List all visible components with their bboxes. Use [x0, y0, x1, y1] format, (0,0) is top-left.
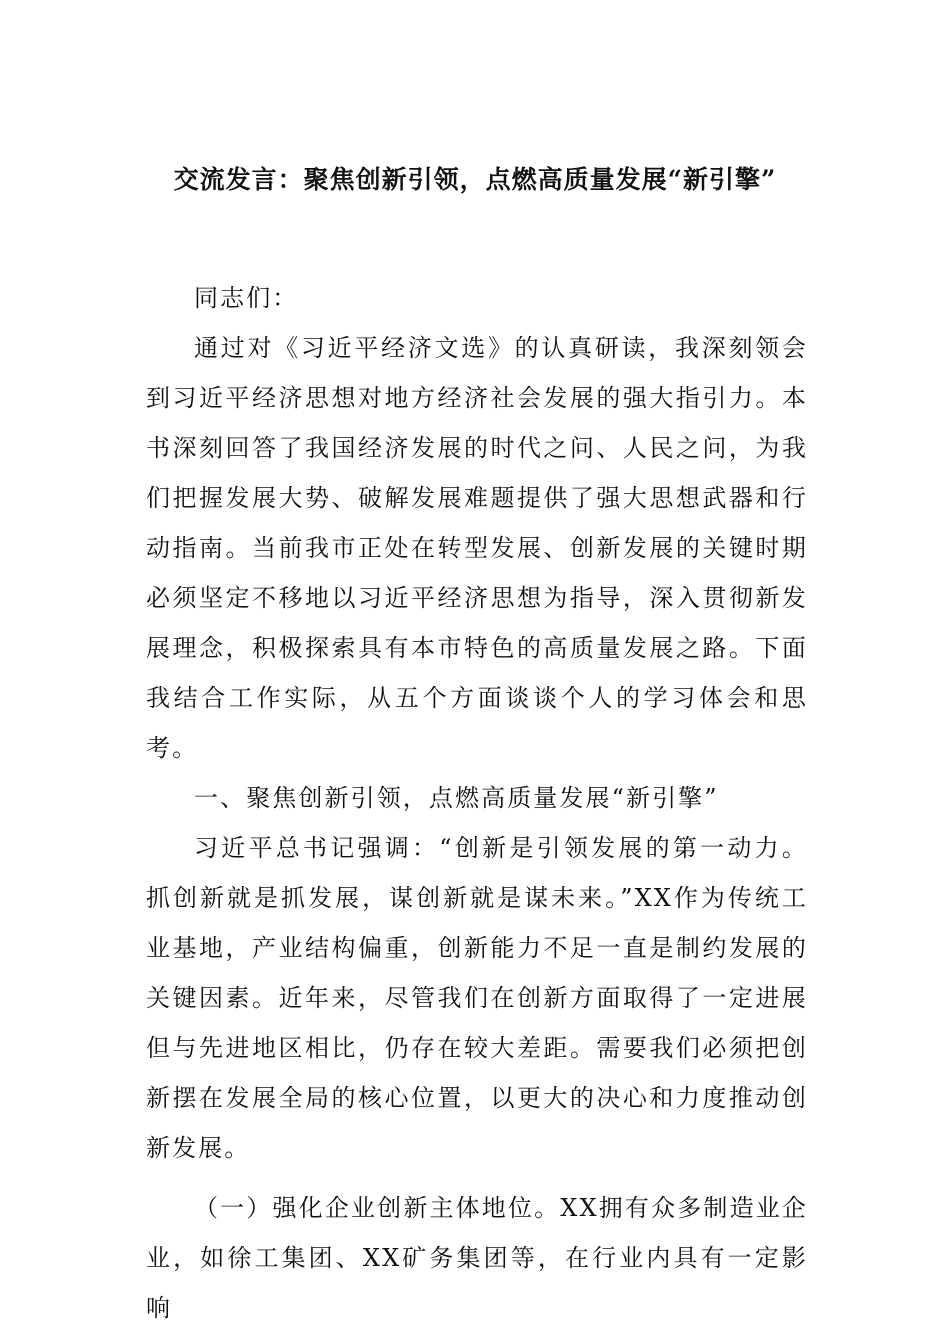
document-title: 交流发言：聚焦创新引领，点燃高质量发展“新引擎”	[173, 165, 777, 194]
salutation-paragraph: 同志们：	[194, 284, 299, 312]
subsection-1-paragraph: （一）强化企业创新主体地位。XX拥有众多制造业企业，如徐工集团、XX矿务集团等，在行业内具有一定影响	[146, 1194, 808, 1322]
document-body	[146, 273, 808, 1333]
section-heading-1: 一、聚焦创新引领，点燃高质量发展“新引擎”	[194, 784, 719, 812]
section-1-paragraph: 习近平总书记强调：“创新是引领发展的第一动力。抓创新就是抓发展，谋创新就是谋未来。”XX作为传统工业基地，产业结构偏重，创新能力不足一直是制约发展的关键因素。近年来，尽管我们在创新方面取得了一定进展但与先进地区相比，仍存在较大差距。需要我们必须把创新摆在发展全局的核心位置，以更大的决心和力度推动创新发展。	[146, 834, 808, 1162]
intro-paragraph: 通过对《习近平经济文选》的认真研读，我深刻领会到习近平经济思想对地方经济社会发展的强大指引力。本书深刻回答了我国经济发展的时代之问、人民之问，为我们把握发展大势、破解发展难题提供了强大思想武器和行动指南。当前我市正处在转型发展、创新发展的关键时期必须坚定不移地以习近平经济思想为指导，深入贯彻新发展理念，积极探索具有本市特色的高质量发展之路。下面我结合工作实际，从五个方面谈谈个人的学习体会和思考。	[146, 334, 808, 762]
